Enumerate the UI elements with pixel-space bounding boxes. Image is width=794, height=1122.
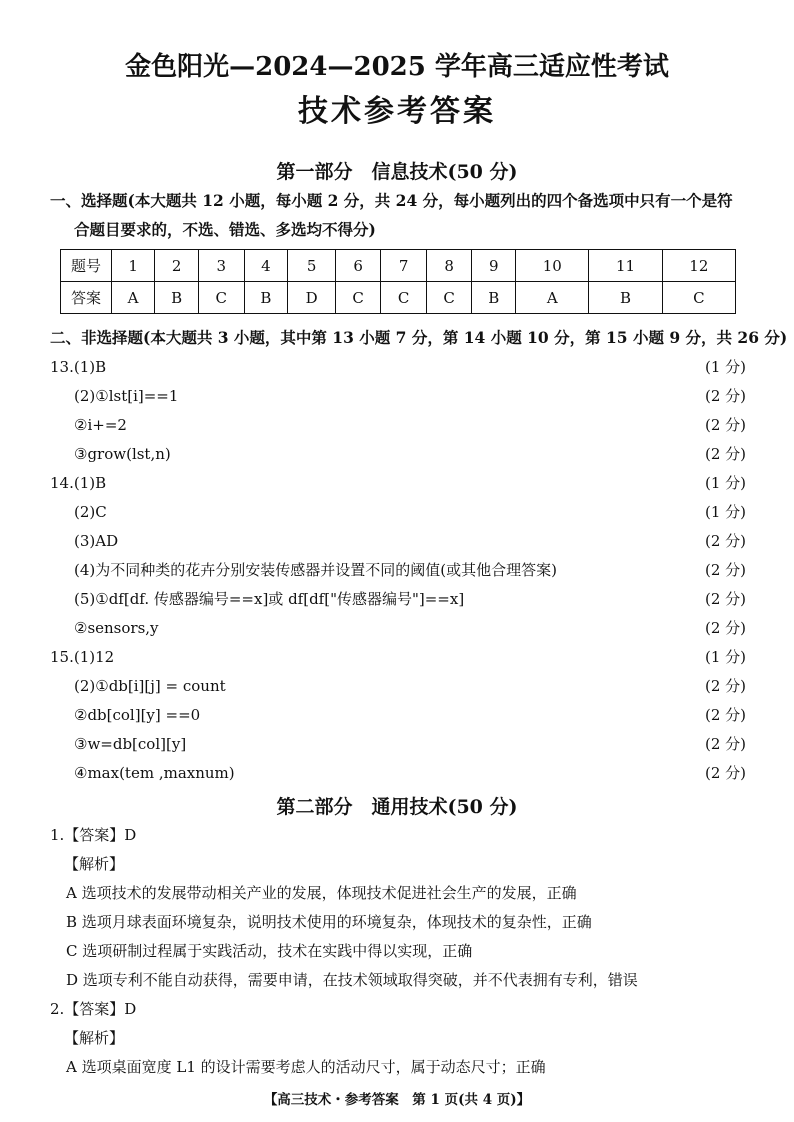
table-cell: 7: [381, 250, 427, 282]
answer-text: ②sensors,y: [74, 619, 159, 637]
table-cell: A: [516, 282, 589, 314]
q1-answer: 1.【答案】D: [50, 826, 137, 844]
table-cell: C: [381, 282, 427, 314]
answer-score: (2 分): [704, 387, 746, 405]
answer-text: ④max(tem ,maxnum): [74, 764, 235, 782]
table-cell: 12: [662, 250, 735, 282]
analysis-line: A 选项桌面宽度 L1 的设计需要考虑人的活动尺寸，属于动态尺寸；正确: [66, 1058, 546, 1076]
table-cell: 9: [472, 250, 516, 282]
answer-line: [0, 383, 794, 409]
answer-text: 13.(1)B: [50, 358, 107, 376]
mc-intro-line1: 一、选择题(本大题共 12 小题，每小题 2 分，共 24 分，每小题列出的四个备选项中只有一个是符: [50, 191, 733, 210]
table-cell: 4: [244, 250, 288, 282]
answer-score: (1 分): [704, 503, 746, 521]
table-cell: 10: [516, 250, 589, 282]
table-cell: B: [589, 282, 662, 314]
table-header-cell: 题号: [61, 250, 112, 282]
table-row-answers: [61, 282, 736, 314]
answer-line: [0, 499, 794, 525]
q2-answer: 2.【答案】D: [50, 1000, 137, 1018]
answer-score: (2 分): [704, 706, 746, 724]
part1-heading: 第一部分 信息技术(50 分): [276, 161, 518, 183]
table-cell: C: [662, 282, 735, 314]
answer-key-title: 技术参考答案: [298, 94, 496, 129]
answer-score: (2 分): [704, 561, 746, 579]
answer-line: [0, 557, 794, 583]
answer-score: (2 分): [704, 590, 746, 608]
answer-line: [0, 615, 794, 641]
answer-line: [0, 412, 794, 438]
answer-text: (2)C: [74, 503, 107, 521]
answer-text: (5)①df[df. 传感器编号==x]或 df[df["传感器编号"]==x]: [74, 590, 465, 608]
table-cell: 11: [589, 250, 662, 282]
table-header-cell: 答案: [61, 282, 112, 314]
answer-line: [0, 731, 794, 757]
analysis-line: D 选项专利不能自动获得，需要申请，在技术领域取得突破，并不代表拥有专利，错误: [66, 971, 638, 989]
part2-heading: 第二部分 通用技术(50 分): [276, 796, 518, 818]
nonmc-intro: 二、非选择题(本大题共 3 小题，其中第 13 小题 7 分，第 14 小题 10 分，第 15 小题 9 分，共 26 分): [50, 328, 788, 347]
analysis-line: C 选项研制过程属于实践活动，技术在实践中得以实现，正确: [66, 942, 473, 960]
answer-score: (2 分): [704, 764, 746, 782]
table-cell: 1: [112, 250, 155, 282]
answer-score: (2 分): [704, 445, 746, 463]
answer-text: (4)为不同种类的花卉分别安装传感器并设置不同的阈值(或其他合理答案): [74, 561, 557, 579]
table-cell: C: [426, 282, 472, 314]
table-row-numbers: [61, 250, 736, 282]
answer-line: [0, 441, 794, 467]
answer-line: [0, 673, 794, 699]
answer-text: ②db[col][y] ==0: [74, 706, 201, 724]
table-cell: 3: [199, 250, 245, 282]
table-cell: B: [244, 282, 288, 314]
answer-score: (2 分): [704, 416, 746, 434]
table-cell: B: [472, 282, 516, 314]
table-cell: C: [335, 282, 381, 314]
answer-line: [0, 644, 794, 670]
table-cell: 6: [335, 250, 381, 282]
answer-line: [0, 528, 794, 554]
answer-line: [0, 760, 794, 786]
analysis-line: A 选项技术的发展带动相关产业的发展，体现技术促进社会生产的发展，正确: [66, 884, 577, 902]
table-cell: 2: [155, 250, 199, 282]
answer-text: 15.(1)12: [50, 648, 115, 666]
answer-line: [0, 702, 794, 728]
exam-title: 金色阳光—2024—2025 学年高三适应性考试: [125, 52, 669, 82]
answer-text: ②i+=2: [74, 416, 127, 434]
answer-text: 14.(1)B: [50, 474, 107, 492]
table-cell: 8: [426, 250, 472, 282]
table-cell: D: [288, 282, 336, 314]
analysis-line: B 选项月球表面环境复杂，说明技术使用的环境复杂，体现技术的复杂性，正确: [66, 913, 592, 931]
answer-score: (2 分): [704, 677, 746, 695]
table-cell: 5: [288, 250, 336, 282]
table-cell: A: [112, 282, 155, 314]
answer-score: (1 分): [704, 648, 746, 666]
mc-answer-table: [60, 249, 736, 314]
q2-analysis-label: 【解析】: [64, 1029, 125, 1047]
answer-line: [0, 586, 794, 612]
answer-score: (2 分): [704, 619, 746, 637]
answer-score: (1 分): [704, 474, 746, 492]
page-footer: 【高三技术・参考答案 第 1 页(共 4 页)】: [263, 1092, 531, 1108]
answer-text: (2)①db[i][j] = count: [74, 677, 226, 695]
table-cell: C: [199, 282, 245, 314]
q1-analysis-label: 【解析】: [64, 855, 125, 873]
mc-intro-line2: 合题目要求的，不选、错选、多选均不得分): [74, 220, 376, 239]
answer-text: (2)①lst[i]==1: [74, 387, 179, 405]
answer-score: (2 分): [704, 735, 746, 753]
answer-line: [0, 354, 794, 380]
answer-text: (3)AD: [74, 532, 119, 550]
answer-score: (2 分): [704, 532, 746, 550]
answer-line: [0, 470, 794, 496]
answer-score: (1 分): [704, 358, 746, 376]
table-cell: B: [155, 282, 199, 314]
answer-text: ③w=db[col][y]: [74, 735, 187, 753]
answer-text: ③grow(lst,n): [74, 445, 171, 463]
